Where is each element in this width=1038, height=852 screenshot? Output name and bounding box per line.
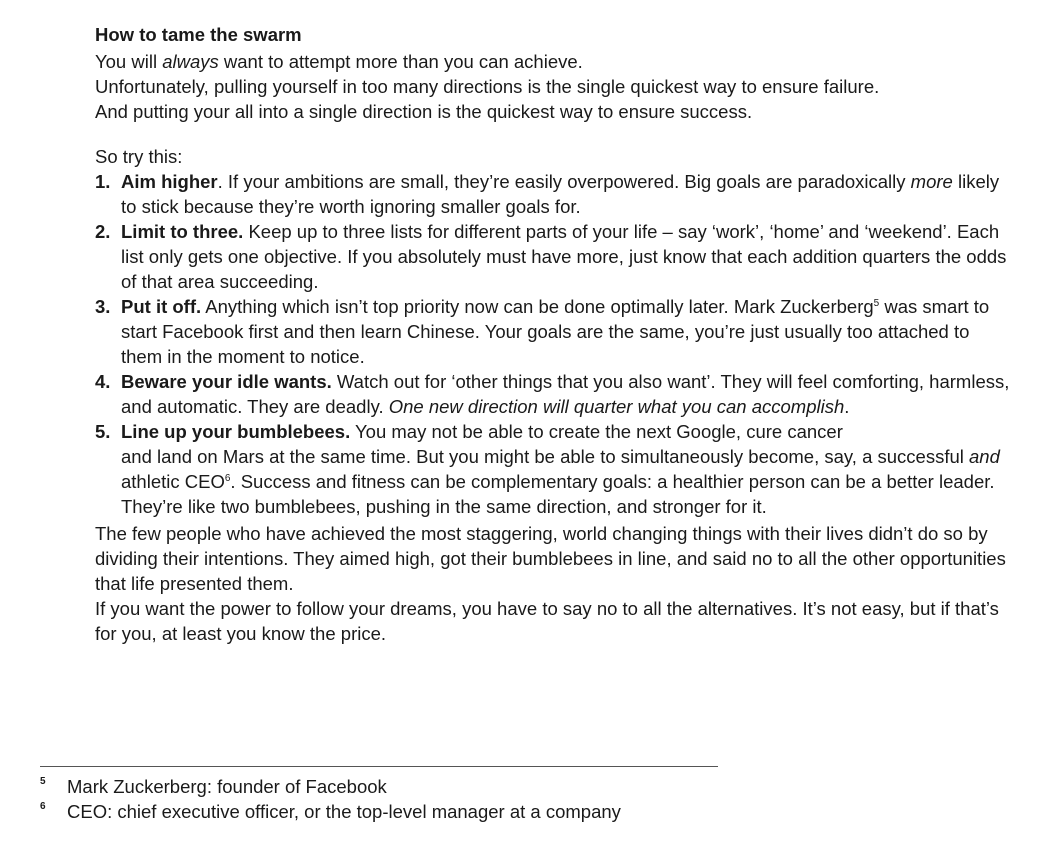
tip-text: likely to stick because they’re worth ignoring smaller goals for. [121, 171, 1000, 217]
tip-text: Watch out for ‘other things that you also want’. They will feel comforting, harmless, and automatic. They are deadly. [121, 371, 1010, 417]
tip-text: and land on Mars at the same time. But you might be able to simultaneously become, say, a successful [121, 446, 970, 467]
closing-block [95, 521, 1015, 646]
tip-text: . Success and fitness can be complementary goals: a healthier person can be a better leader. They’re like two bumblebees, pushing in the same direction, and stronger for it. [121, 471, 995, 517]
footnote-6 [40, 799, 621, 824]
tip-item-3 [95, 294, 1015, 369]
tip-number: 1. [95, 171, 111, 192]
tip-text: Anything which isn’t top priority now can be done optimally later. Mark Zuckerberg [201, 296, 874, 317]
footnote-ref-5[interactable]: 5 [873, 298, 880, 309]
footnote-text: Mark Zuckerberg: founder of Facebook [67, 776, 387, 797]
tip-item-5 [95, 419, 1015, 519]
tip-text: . [844, 396, 850, 417]
tip-item-1 [95, 169, 1015, 219]
tip-item-2 [95, 219, 1015, 294]
tip-title: Aim higher [121, 171, 218, 192]
section-heading: How to tame the swarm [95, 24, 302, 45]
footnote-mark: 6 [40, 801, 46, 812]
intro-block [95, 49, 1015, 124]
intro-line-2: Unfortunately, pulling yourself in too many directions is the single quickest way to ensure failure. [95, 76, 880, 97]
article [95, 22, 1015, 646]
tip-text: You may not be able to create the next Google, cure cancer [350, 421, 843, 442]
tip-number: 2. [95, 221, 111, 242]
footnote-mark: 5 [40, 776, 46, 787]
tip-title: Beware your idle wants. [121, 371, 332, 392]
tip-number: 4. [95, 371, 111, 392]
try-this-label: So try this: [95, 146, 183, 167]
tip-title: Line up your bumblebees. [121, 421, 351, 442]
tip-text: Keep up to three lists for different parts of your life – say ‘work’, ‘home’ and ‘weekend’. Each list only gets one objective. If you absolutely must have more, just know that each addition quarters the odds of that area succeeding. [121, 221, 1007, 292]
closing-paragraph-2: If you want the power to follow your dreams, you have to say no to all the alternatives. It’s not easy, but if that’s for you, at least you know the price. [95, 598, 999, 644]
intro-line-3: And putting your all into a single direction is the quickest way to ensure success. [95, 101, 753, 122]
footnotes [40, 774, 621, 824]
tip-title: Limit to three. [121, 221, 244, 242]
intro-line-1-b: want to attempt more than you can achieve. [218, 51, 583, 72]
closing-paragraph-1: The few people who have achieved the most staggering, world changing things with their lives didn’t do so by dividing their intentions. They aimed high, got their bumblebees in line, and said no to all the other opportunities that life presented them. [95, 523, 1006, 594]
tip-emphasis: and [969, 446, 1000, 467]
intro-line-1-a: You will [95, 51, 163, 72]
tip-number: 3. [95, 296, 111, 317]
intro-line-1 [95, 49, 1015, 74]
tip-text: . If your ambitions are small, they’re easily overpowered. Big goals are paradoxically [217, 171, 911, 192]
footnote-divider [40, 766, 718, 767]
tip-text: was smart to start Facebook first and then learn Chinese. Your goals are the same, you’re just usually too attached to them in the moment to notice. [121, 296, 990, 367]
tip-title: Put it off. [121, 296, 202, 317]
tip-number: 5. [95, 421, 111, 442]
tip-item-4 [95, 369, 1015, 419]
intro-emphasis: always [162, 51, 219, 72]
tip-text: athletic CEO [121, 471, 225, 492]
tips-list [95, 169, 1015, 519]
footnote-ref-6[interactable]: 6 [224, 473, 231, 484]
tip-emphasis: One new direction will quarter what you can accomplish [388, 396, 845, 417]
tip-emphasis: more [910, 171, 953, 192]
footnote-5 [40, 774, 621, 799]
footnote-text: CEO: chief executive officer, or the top-level manager at a company [67, 801, 621, 822]
